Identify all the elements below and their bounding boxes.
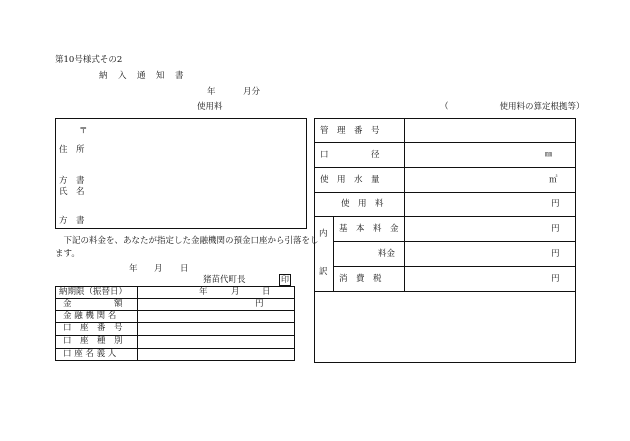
- fee-row-line: [314, 291, 576, 292]
- breakdown-label-top: 内: [319, 229, 328, 239]
- fee-label: 使用料: [197, 102, 223, 112]
- form-title: 納 入 通 知 書: [99, 71, 185, 81]
- diameter-unit: ㎜: [545, 150, 552, 158]
- fee-row-line: [314, 167, 576, 168]
- notice-date-month: 月: [154, 264, 163, 274]
- management-number-label: 管 理 番 号: [320, 126, 380, 136]
- issuer: 猪苗代町長: [203, 275, 246, 285]
- year-label: 年: [207, 87, 216, 97]
- due-date-year: 年: [199, 287, 208, 297]
- address-label: 住 所: [59, 145, 85, 155]
- basic-fee-label: 基 本 料 金: [339, 224, 399, 234]
- care-of-label-2: 方 書: [59, 216, 85, 226]
- fee-row-line: [314, 192, 576, 193]
- breakdown-divider: [333, 216, 334, 291]
- usage-fee-label: 使 用 料: [341, 199, 384, 209]
- notice-date-day: 日: [180, 264, 189, 274]
- amount-label: 金 額: [63, 299, 123, 309]
- fee-row-line: [314, 142, 576, 143]
- fee-yen: 円: [551, 249, 560, 259]
- due-date-label: 納期限（振替日）: [59, 287, 128, 297]
- usage-fee-yen: 円: [551, 199, 560, 209]
- form-number: 第10号様式その2: [55, 55, 123, 65]
- diameter-label: 口 径: [320, 150, 380, 160]
- notice-line2: ます。: [55, 249, 80, 259]
- fee-label-inner: 料金: [378, 249, 396, 259]
- fee-row-line: [333, 241, 576, 242]
- account-type-label: 口 座 種 別: [63, 336, 123, 346]
- fee-row-line: [314, 216, 576, 217]
- month-label: 月分: [243, 87, 261, 97]
- basis-label: （ 使用料の算定根拠等）: [440, 102, 585, 112]
- notice-date-year: 年: [129, 264, 138, 274]
- account-holder-label: 口 座 名 義 人: [63, 349, 117, 359]
- care-of-label-1: 方 書: [59, 176, 85, 186]
- water-unit: ㎥: [549, 175, 558, 185]
- consumption-tax-yen: 円: [551, 274, 560, 284]
- due-date-day: 日: [262, 287, 271, 297]
- consumption-tax-label: 消 費 税: [339, 274, 382, 284]
- account-number-label: 口 座 番 号: [63, 323, 123, 333]
- due-date-month: 月: [231, 287, 240, 297]
- breakdown-label-bottom: 訳: [319, 267, 328, 277]
- seal-mark: 印: [281, 275, 289, 284]
- fee-row-line: [333, 266, 576, 267]
- water-usage-label: 使 用 水 量: [320, 175, 380, 185]
- basic-fee-yen: 円: [551, 224, 560, 234]
- address-box: [55, 118, 307, 229]
- amount-yen: 円: [255, 299, 264, 309]
- name-label: 氏 名: [59, 187, 85, 197]
- notice-line1: 下記の料金を、あなたが指定した金融機関の預金口座から引落をし: [55, 236, 319, 246]
- postal-mark: 〒: [79, 126, 88, 136]
- bank-name-label: 金 融 機 関 名: [63, 311, 117, 321]
